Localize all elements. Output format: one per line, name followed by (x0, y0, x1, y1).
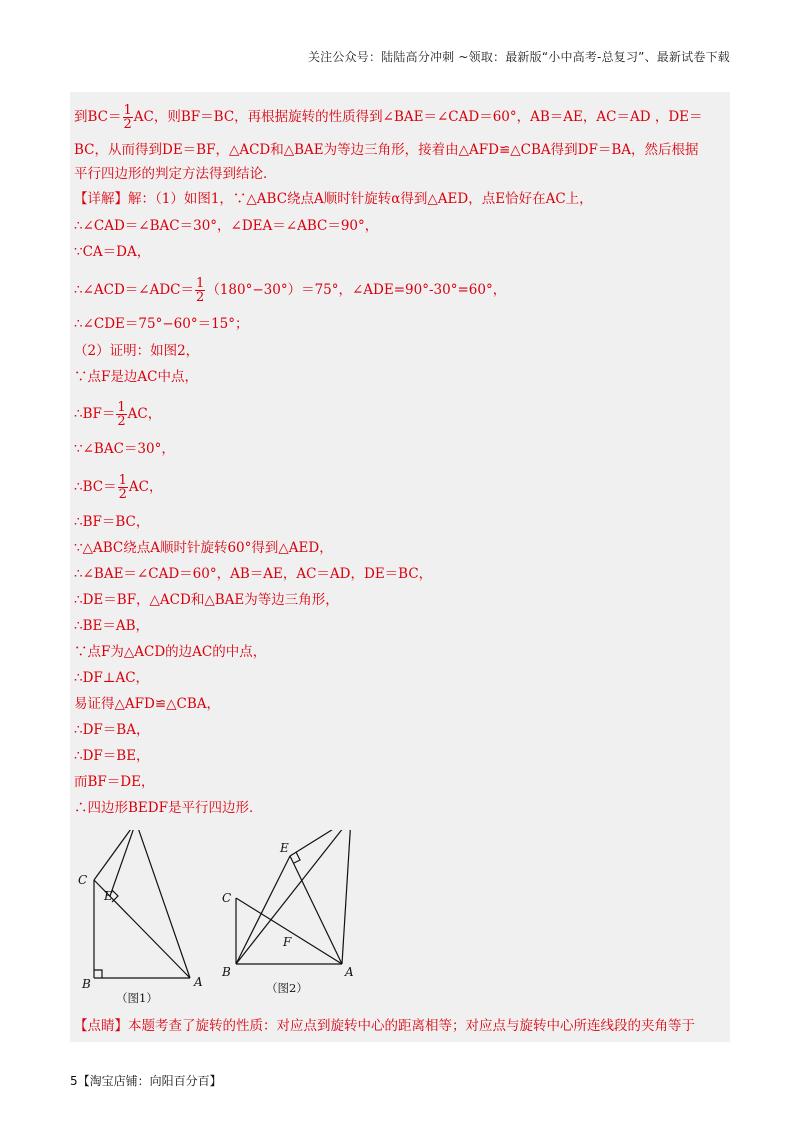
fig1-label-b: B (82, 977, 91, 991)
fig2-label-b: B (222, 965, 231, 979)
fig1-label-c: C (78, 873, 88, 887)
page-number: 5 (70, 1074, 78, 1088)
fig2-label-c: C (222, 891, 232, 905)
fig1-right-angle-e (112, 890, 118, 902)
line-7-text-a: ∴∠ACD＝∠ADC＝ (74, 282, 195, 298)
fraction (118, 474, 128, 501)
line-7 (74, 277, 726, 304)
fig1-label-a: A (194, 975, 203, 989)
fraction-denominator: 2 (123, 117, 132, 132)
line-1-text-b: AC，则BF＝BC，再根据旋转的性质得到∠BAE＝∠CAD＝60°，AB＝AE，AC＝AD ，DE＝ (133, 109, 703, 125)
line-17: ∴DE＝BF，△ACD和△BAE为等边三角形， (74, 592, 339, 608)
fig2-label-a: A (345, 965, 354, 979)
fraction-numerator: 1 (196, 276, 205, 291)
line-18: ∴BE＝AB， (74, 618, 150, 634)
line-6: ∵CA＝DA， (74, 244, 151, 260)
line-14: ∴BF＝BC， (74, 514, 150, 530)
fraction-numerator: 1 (118, 473, 127, 488)
fraction-numerator: 1 (117, 400, 126, 415)
figure-1 (94, 830, 190, 978)
fraction (123, 104, 133, 131)
line-9: （2）证明：如图2， (74, 343, 200, 359)
page-footer (70, 1072, 222, 1089)
fig1-segment-da (136, 830, 190, 978)
figure-2 (236, 830, 351, 964)
line-5: ∴∠CAD＝∠BAC＝30°，∠DEA＝∠ABC＝90°， (74, 218, 379, 234)
geometry-figures (76, 830, 376, 1010)
fraction (116, 401, 126, 428)
line-3: 平行四边形的判定方法得到结论． (74, 166, 277, 182)
line-13-text-b: AC， (128, 479, 163, 495)
line-22: ∴DF＝BA， (74, 722, 150, 738)
line-21: 易证得△AFD≌△CBA， (74, 696, 221, 712)
line-11-text-a: ∴BF＝ (74, 406, 116, 422)
line-4-text: 解：（1）如图1，∵△ABC绕点A顺时针旋转α得到△AED，点E恰好在AC上， (128, 191, 593, 207)
fraction (195, 277, 205, 304)
fraction-denominator: 2 (118, 487, 127, 502)
fig1-right-angle-b (94, 970, 102, 978)
line-12: ∵∠BAC＝30°， (74, 441, 175, 457)
line-15: ∵△ABC绕点A顺时针旋转60°得到△AED， (74, 540, 333, 556)
line-11-text-b: AC， (127, 406, 162, 422)
line-24: 而BF＝DE， (74, 774, 155, 790)
line-11 (74, 401, 726, 428)
point-tag: 【点睛】 (74, 1018, 128, 1034)
line-10: ∵点F是边AC中点， (74, 369, 198, 385)
fig2-caption: （图2） (266, 981, 308, 995)
line-8: ∴∠CDE＝75°−60°＝15°； (74, 316, 249, 332)
line-20: ∴DF⊥AC， (74, 670, 150, 686)
line-1-text-a: 到BC＝ (74, 109, 122, 125)
line-7-text-b: （180°−30°）＝75°，∠ADE=90°-30°=60°， (206, 282, 507, 298)
fig2-segment-be (236, 856, 290, 964)
solution-block (70, 92, 730, 1042)
page-header: 关注公众号：陆陆高分冲刺 ~领取：最新版“小中高考-总复习”、最新试卷下载 (307, 50, 730, 64)
fraction-numerator: 1 (123, 103, 132, 118)
fig1-label-e: E (104, 889, 113, 903)
fig1-caption: （图1） (116, 991, 158, 1005)
line-26-text: 本题考查了旋转的性质：对应点到旋转中心的距离相等；对应点与旋转中心所连线段的夹角等于 (128, 1018, 695, 1034)
figures-svg (76, 830, 376, 1010)
detail-tag: 【详解】 (74, 191, 128, 207)
line-16: ∴∠BAE＝∠CAD＝60°，AB＝AE，AC＝AD，DE＝BC， (74, 566, 433, 582)
line-23: ∴DF＝BE， (74, 748, 150, 764)
line-4 (74, 189, 726, 209)
fig1-segment-cd (94, 830, 136, 880)
fig2-segment-ed (290, 830, 351, 856)
line-13-text-a: ∴BC＝ (74, 479, 117, 495)
fig2-label-e: E (280, 841, 289, 855)
fig2-segment-ad (342, 830, 351, 964)
fraction-denominator: 2 (196, 290, 205, 305)
footer-shop: 【淘宝店铺：向阳百分百】 (77, 1074, 222, 1088)
line-1 (74, 104, 726, 131)
fig2-segment-bd (236, 830, 351, 964)
fig2-label-f: F (283, 935, 292, 949)
fraction-denominator: 2 (117, 414, 126, 429)
line-2: BC，从而得到DE＝BF，△ACD和△BAE为等边三角形，接着由△AFD≌△CBA得到DF＝BA，然后根据 (74, 142, 699, 158)
line-25: ∴四边形BEDF是平行四边形． (74, 800, 263, 816)
line-13 (74, 474, 726, 501)
line-19: ∵点F为△ACD的边AC的中点， (74, 644, 267, 660)
line-26 (74, 1016, 726, 1036)
